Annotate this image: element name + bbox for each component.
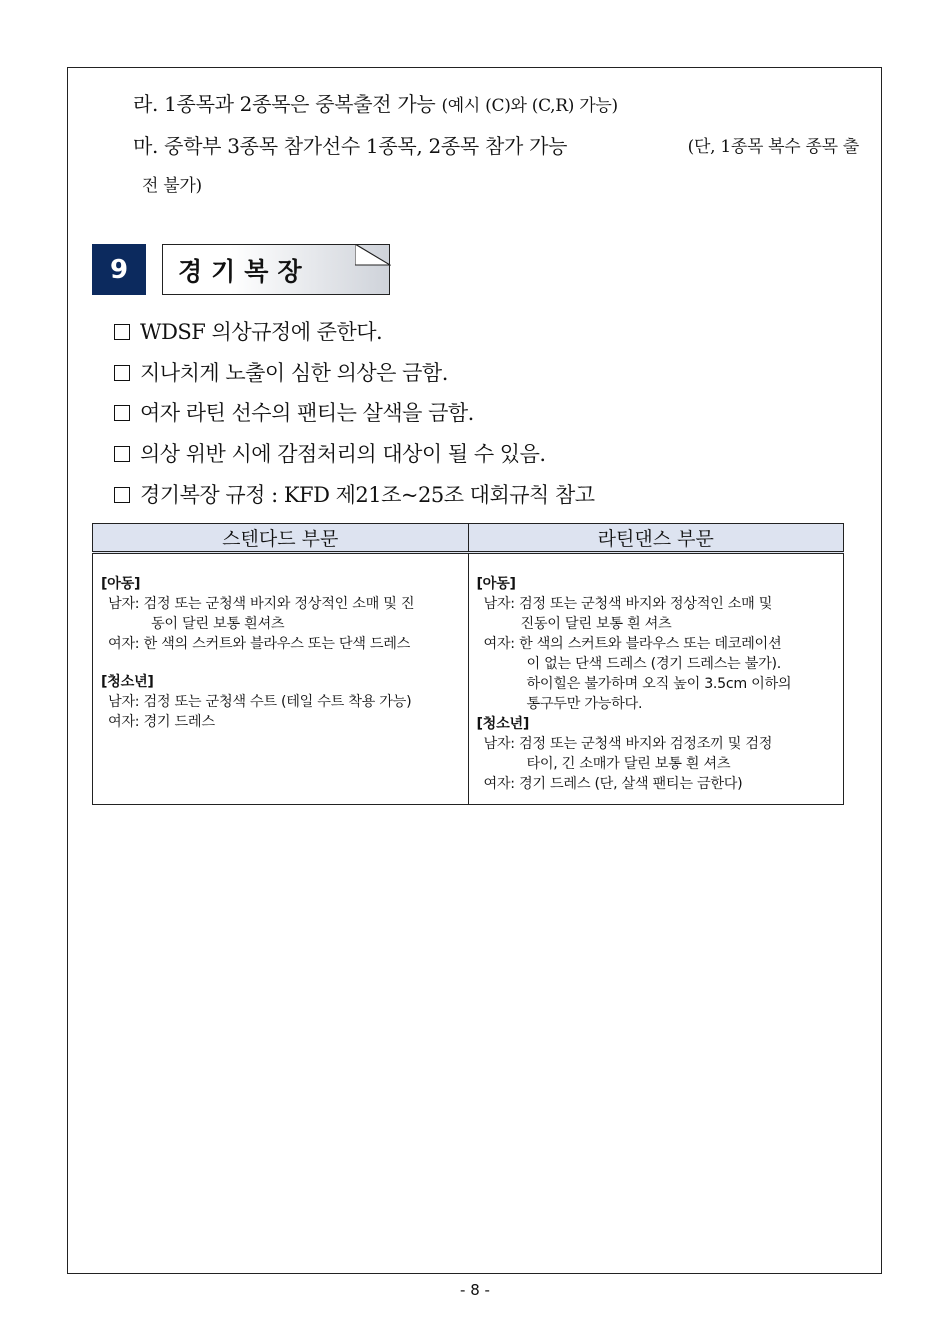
bullet-text: WDSF 의상규정에 준한다. [140, 320, 383, 344]
table-row [93, 553, 844, 805]
item-ra-note: (예시 (C)와 (C,R) 가능) [441, 96, 618, 116]
standard-kids-female: 여자: 한 색의 스커트와 블라우스 또는 단색 드레스 [108, 636, 411, 652]
standard-youth-female: 여자: 경기 드레스 [108, 714, 215, 730]
table-header-row [93, 524, 844, 553]
dress-code-table [92, 523, 844, 805]
bullet-item [114, 397, 474, 427]
checkbox-icon [114, 405, 130, 421]
latin-kids-male-cont: 진동이 달린 보통 흰 셔츠 [520, 616, 672, 632]
item-ma-main: 마. 중학부 3종목 참가선수 1종목, 2종목 참가 가능 [133, 134, 568, 158]
page-number: - 8 - [460, 1281, 490, 1299]
latin-kids-female-cont: 하이힐은 불가하며 오직 높이 3.5cm 이하의 [526, 676, 792, 692]
checkbox-icon [114, 446, 130, 462]
latin-kids-female-cont: 이 없는 단색 드레스 (경기 드레스는 불가). [526, 656, 781, 672]
item-ma-continuation: 전 불가) [142, 176, 202, 196]
latin-youth-male: 남자: 검정 또는 군청색 바지와 검정조끼 및 검정 [483, 736, 773, 752]
latin-youth-female: 여자: 경기 드레스 (단, 살색 팬티는 금한다) [483, 776, 743, 792]
item-ra-main: 라. 1종목과 2종목은 중복출전 가능 [133, 92, 436, 116]
latin-cell [468, 553, 844, 805]
standard-kids-male: 남자: 검정 또는 군청색 바지와 정상적인 소매 및 진 [108, 596, 415, 612]
checkbox-icon [114, 365, 130, 381]
bullet-item [114, 438, 546, 468]
bullet-text: 여자 라틴 선수의 팬티는 살색을 금함. [140, 401, 474, 425]
standard-youth-male: 남자: 검정 또는 군청색 수트 (테일 수트 착용 가능) [108, 694, 412, 710]
bullet-text: 의상 위반 시에 감점처리의 대상이 될 수 있음. [140, 442, 546, 466]
bullet-text: 경기복장 규정 : KFD 제21조~25조 대회규칙 참고 [140, 483, 595, 507]
item-ma-note: (단, 1종목 복수 종목 출 [687, 137, 859, 157]
latin-kids-female: 여자: 한 색의 스커트와 블라우스 또는 데코레이션 [483, 636, 782, 652]
item-ra [133, 88, 618, 117]
section-number: 9 [92, 244, 146, 295]
standard-kids-label: [아동] [101, 576, 141, 592]
standard-kids-male-cont: 동이 달린 보통 흰셔츠 [151, 616, 285, 632]
bullet-text: 지나치게 노출이 심한 의상은 금함. [140, 361, 448, 385]
item-ma [133, 130, 859, 159]
standard-youth-label: [청소년] [101, 674, 154, 690]
latin-kids-label: [아동] [476, 576, 516, 592]
section-fold-icon [355, 244, 391, 266]
checkbox-icon [114, 487, 130, 503]
latin-kids-female-cont: 통구두만 가능하다. [526, 696, 643, 712]
header-standard: 스텐다드 부문 [93, 524, 469, 553]
latin-kids-male: 남자: 검정 또는 군청색 바지와 정상적인 소매 및 [483, 596, 773, 612]
bullet-item [114, 316, 382, 346]
section-title: 경기복장 [178, 257, 311, 286]
latin-youth-label: [청소년] [476, 716, 530, 732]
checkbox-icon [114, 324, 130, 340]
latin-youth-male-cont: 타이, 긴 소매가 달린 보통 흰 셔츠 [526, 756, 731, 772]
bullet-item [114, 479, 595, 509]
header-latin: 라틴댄스 부문 [468, 524, 844, 553]
standard-cell [93, 553, 469, 805]
bullet-item [114, 357, 448, 387]
